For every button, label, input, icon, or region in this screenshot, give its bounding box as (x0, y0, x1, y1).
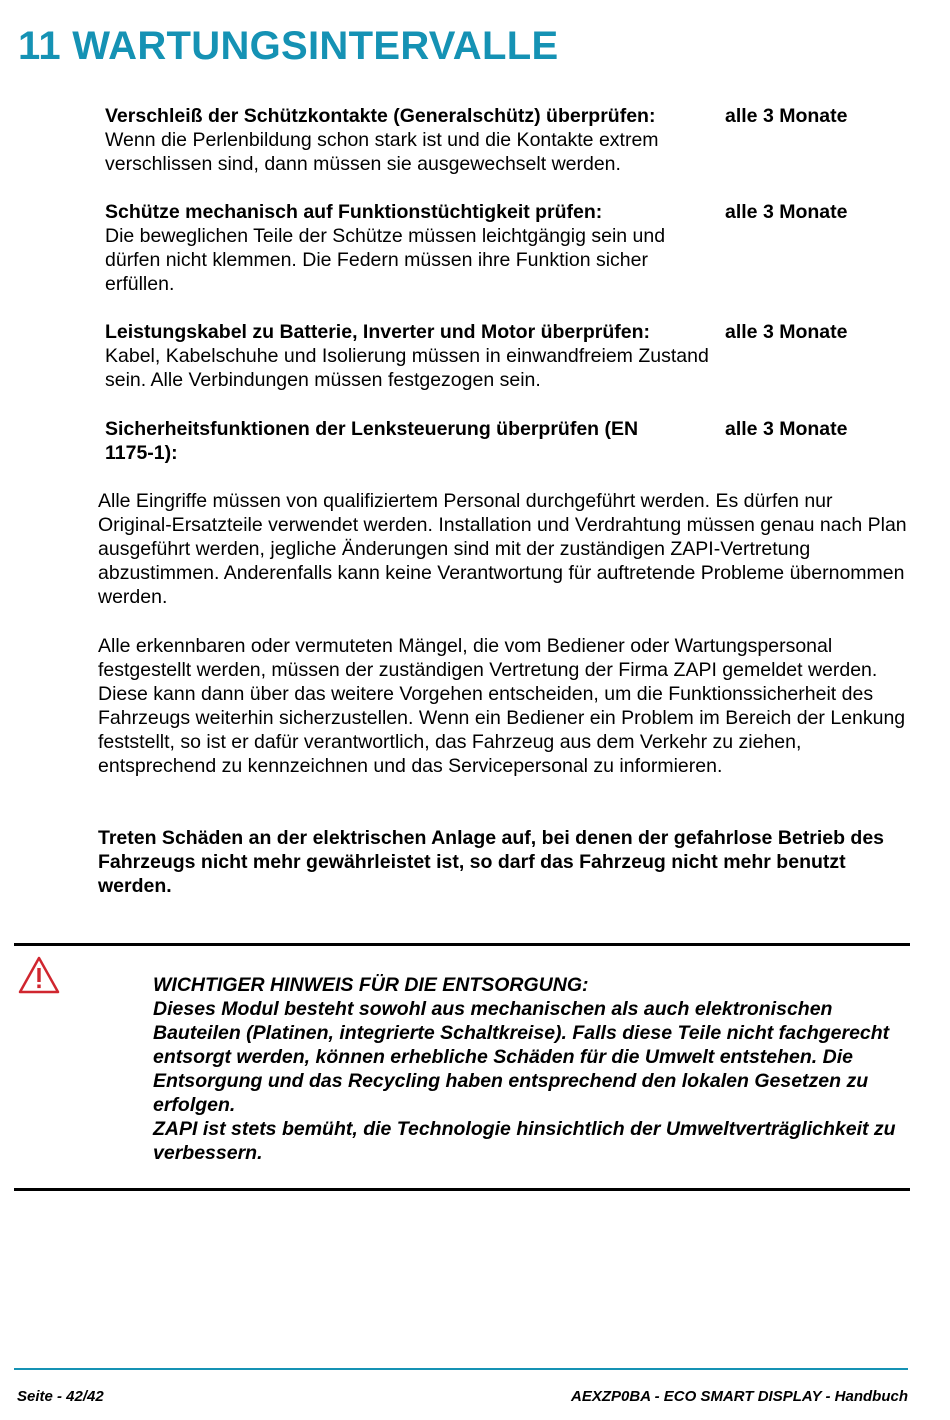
maintenance-task (105, 417, 875, 465)
document-title: AEXZP0BA - ECO SMART DISPLAY - Handbuch (571, 1388, 908, 1405)
footer-rule (14, 1368, 908, 1370)
task-description: Die beweglichen Teile der Schütze müssen leichtgängig sein und dürfen nicht klemmen. Die Federn müssen ihre Funktion sicher erfüllen. (105, 225, 666, 295)
warning-triangle-icon (17, 955, 61, 995)
notice-bottom-rule (14, 1188, 910, 1191)
task-description: Kabel, Kabelschuhe und Isolierung müssen in einwandfreiem Zustand sein. Alle Verbindungen müssen festgezogen sein. (105, 345, 709, 391)
task-description: Wenn die Perlenbildung schon stark ist und die Kontakte extrem verschlissen sind, dann müssen sie ausgewechselt werden. (105, 129, 659, 175)
safety-paragraph: Treten Schäden an der elektrischen Anlage auf, bei denen der gefahrlose Betrieb des Fahrzeugs nicht mehr gewährleistet ist, so darf das Fahrzeug nicht mehr benutzt werden. (98, 827, 885, 897)
body-paragraph: Alle erkennbaren oder vermuteten Mängel, die vom Bediener oder Wartungspersonal festgestellt werden, müssen der zuständigen Vertretung der Firma ZAPI gemeldet werden. Diese kann dann über das weitere Vorgehen entscheiden, um die Funktionssicherheit des Fahrzeugs weiterhin sicherzustellen. Wenn ein Bediener ein Problem im Bereich der Lenkung feststellt, so ist er dafür verantwortlich, das Fahrzeug aus dem Verkehr zu ziehen, entsprechend zu kennzeichnen und das Servicepersonal zu informieren. (98, 635, 906, 777)
maintenance-task (105, 104, 875, 176)
task-interval: alle 3 Monate (725, 418, 848, 440)
disposal-notice (153, 973, 903, 1165)
task-interval: alle 3 Monate (725, 321, 848, 343)
notice-heading: WICHTIGER HINWEIS FÜR DIE ENTSORGUNG: (153, 974, 589, 996)
maintenance-task (105, 200, 875, 296)
task-heading: Verschleiß der Schützkontakte (Generalschütz) überprüfen: (105, 105, 656, 127)
task-heading: Sicherheitsfunktionen der Lenksteuerung überprüfen (EN 1175-1): (105, 418, 639, 464)
notice-top-rule (14, 943, 910, 946)
notice-body: Dieses Modul besteht sowohl aus mechanischen als auch elektronischen Bauteilen (Platinen, integrierte Schaltkreise). Falls diese Teile nicht fachgerecht entsorgt werden, können erhebliche Schäden für die Umwelt entstehen. Die Entsorgung und das Recycling haben entsprechend den lokalen Gesetzen zu erfolgen. (153, 998, 890, 1116)
task-interval: alle 3 Monate (725, 201, 848, 223)
body-paragraph: Alle Eingriffe müssen von qualifiziertem Personal durchgeführt werden. Es dürfen nur Original-Ersatzteile verwendet werden. Installation und Verdrahtung müssen genau nach Plan ausgeführt werden, jegliche Änderungen sind mit der zuständigen ZAPI-Vertretung abzustimmen. Anderenfalls kann keine Verantwortung für auftretende Probleme übernommen werden. (98, 490, 907, 608)
notice-closing: ZAPI ist stets bemüht, die Technologie hinsichtlich der Umweltverträglichkeit zu verbessern. (153, 1118, 896, 1164)
page-number: Seite - 42/42 (17, 1388, 104, 1405)
maintenance-task (105, 320, 875, 392)
task-interval: alle 3 Monate (725, 105, 848, 127)
task-heading: Schütze mechanisch auf Funktionstüchtigkeit prüfen: (105, 201, 603, 223)
page-title: 11 WARTUNGSINTERVALLE (18, 24, 559, 68)
task-heading: Leistungskabel zu Batterie, Inverter und Motor überprüfen: (105, 321, 650, 343)
